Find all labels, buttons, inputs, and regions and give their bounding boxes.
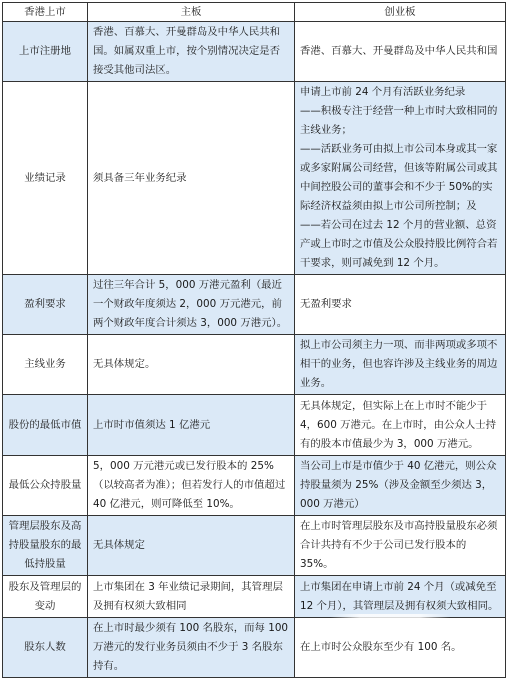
main-board-cell: 5，000 万元港元或已发行股本的 25%（以较高者为准）；但若发行人的市值超过 40 亿港元，则可降低至 10%。 bbox=[88, 456, 295, 516]
gem-cell: 上市集团在申请上市前 24 个月（或减免至 12 个月），其管理层及拥有权须大致相同。 bbox=[295, 576, 506, 618]
gem-cell bbox=[295, 82, 506, 275]
row-label: 业绩记录 bbox=[3, 82, 88, 275]
gem-cell: 无盈利要求 bbox=[295, 275, 506, 335]
table-row bbox=[3, 395, 506, 456]
main-board-cell: 无具体规定 bbox=[88, 516, 295, 576]
row-label: 股东人数 bbox=[3, 618, 88, 678]
gem-requirement-line: 申请上市前 24 个月有活跃业务纪录 bbox=[300, 86, 466, 98]
table-row bbox=[3, 275, 506, 335]
main-board-cell: 过往三年合计 5，000 万港元盈利（最近一个财政年度须达 2，000 万元港元，前两个财政年度合计须达 3，000 万港元）。 bbox=[88, 275, 295, 335]
main-board-cell: 香港、百慕大、开曼群岛及中华人民共和国。如属双重上市，按个别情况决定是否接受其他司法区。 bbox=[88, 22, 295, 82]
table-row bbox=[3, 516, 506, 576]
gem-requirement-line: ——若公司在过去 12 个月的营业额、总资产或上市时之市值及公众股持股比例符合若干要求，则可减免到 12 个月。 bbox=[300, 219, 498, 269]
table-row bbox=[3, 335, 506, 395]
row-label: 管理层股东及高持股量股东的最低持股量 bbox=[3, 516, 88, 576]
main-board-cell: 上市时市值须达 1 亿港元 bbox=[88, 395, 295, 456]
main-board-cell: 无具体规定。 bbox=[88, 335, 295, 395]
main-board-cell: 上市集团在 3 年业绩记录期间，其管理层及拥有权须大致相同 bbox=[88, 576, 295, 618]
gem-cell: 当公司上市是市值少于 40 亿港元，则公众持股量须为 25%（涉及金额至少须达 3，000 万港元） bbox=[295, 456, 506, 516]
gem-cell: 在上市时公众股东至少有 100 名。 bbox=[295, 618, 506, 678]
table-row bbox=[3, 82, 506, 275]
gem-cell: 无具体规定，但实际上在上市时不能少于 4，600 万港元。在上市时，由公众人士持有的股本市值最少为 3，000 万港元。 bbox=[295, 395, 506, 456]
header-gem: 创业板 bbox=[295, 3, 506, 22]
gem-requirement-line: ——积极专注于经营一种上市时大致相同的主线业务； bbox=[300, 105, 498, 136]
comparison-table bbox=[2, 2, 506, 678]
gem-cell: 香港、百慕大、开曼群岛及中华人民共和国 bbox=[295, 22, 506, 82]
table-row bbox=[3, 22, 506, 82]
main-board-cell: 须具备三年业务纪录 bbox=[88, 82, 295, 275]
row-label: 股份的最低市值 bbox=[3, 395, 88, 456]
watermark-overlay bbox=[330, 614, 450, 636]
row-label: 股东及管理层的变动 bbox=[3, 576, 88, 618]
header-hk-listing: 香港上市 bbox=[3, 3, 88, 22]
row-label: 最低公众持股量 bbox=[3, 456, 88, 516]
table-header-row bbox=[3, 3, 506, 22]
table-row bbox=[3, 576, 506, 618]
row-label: 盈利要求 bbox=[3, 275, 88, 335]
row-label: 上市注册地 bbox=[3, 22, 88, 82]
gem-requirement-line: ——活跃业务可由拟上市公司本身或其一家或多家附属公司经营，但该等附属公司或其中间控股公司的董事会和不少于 50%的实际经济权益须由拟上市公司所控制；及 bbox=[300, 143, 498, 212]
gem-cell: 在上市时管理层股东及市高持股量股东必须合计共持有不少于公司已发行股本的 35%。 bbox=[295, 516, 506, 576]
table-row bbox=[3, 456, 506, 516]
hk-listing-comparison bbox=[2, 2, 505, 672]
gem-cell: 拟上市公司须主力一项、而非两项或多项不相干的业务，但也容许涉及主线业务的周边业务。 bbox=[295, 335, 506, 395]
header-main-board: 主板 bbox=[88, 3, 295, 22]
row-label: 主线业务 bbox=[3, 335, 88, 395]
main-board-cell: 在上市时最少须有 100 名股东，而每 100 万港元的发行业务员须由不少于 3 名股东持有。 bbox=[88, 618, 295, 678]
